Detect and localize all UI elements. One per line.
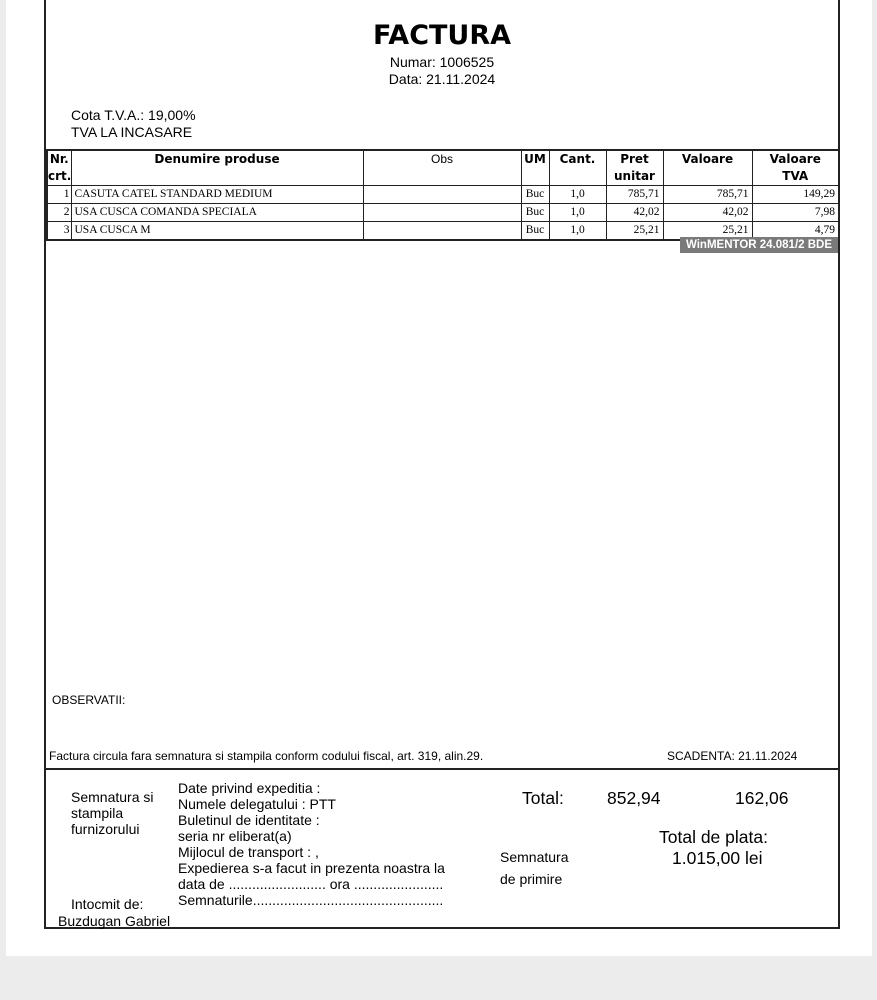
col-header-nr-2: crt. <box>48 169 72 183</box>
col-header-qty-1: Cant. <box>559 152 596 166</box>
receipt-signature-label: Semnatura <box>500 849 569 865</box>
table-row <box>47 204 839 222</box>
col-header-qty <box>549 150 606 186</box>
col-header-price <box>606 150 663 186</box>
shipping-line: Expedierea s-a facut in prezenta noastra la <box>178 860 445 876</box>
col-header-name-1: Denumire produse <box>154 152 280 166</box>
prepared-by-label: Intocmit de: <box>71 896 144 912</box>
prepared-by-name: Buzdugan Gabriel <box>58 913 171 929</box>
software-badge: WinMENTOR 24.081/2 BDE <box>680 237 838 253</box>
fiscal-note: Factura circula fara semnatura si stampila conform codului fiscal, art. 319, alin.29. <box>49 749 484 763</box>
col-header-price-2: unitar <box>614 169 655 183</box>
cell-name: USA CUSCA M <box>71 222 363 241</box>
receipt-signature-label-2: de primire <box>500 871 563 887</box>
cell-obs <box>363 186 521 204</box>
total-value: 852,94 <box>607 788 661 808</box>
cell-value: 25,21 <box>663 222 752 241</box>
invoice-frame <box>44 0 840 929</box>
footer-divider <box>46 768 838 770</box>
col-header-um <box>521 150 549 186</box>
col-header-obs <box>363 150 521 186</box>
supplier-sig-line: stampila <box>71 805 124 821</box>
supplier-signature-label <box>71 789 153 837</box>
cell-name: CASUTA CATEL STANDARD MEDIUM <box>71 186 363 204</box>
shipping-line: Mijlocul de transport : , <box>178 844 319 860</box>
cell-value: 42,02 <box>663 204 752 222</box>
cell-qty: 1,0 <box>549 222 606 241</box>
invoice-page <box>6 0 872 956</box>
col-header-vat <box>752 150 839 186</box>
cell-qty: 1,0 <box>549 186 606 204</box>
cell-vat: 149,29 <box>752 186 839 204</box>
col-header-obs-1: Obs <box>430 152 453 166</box>
shipping-line: Date privind expeditia : <box>178 780 321 796</box>
cell-price: 42,02 <box>606 204 663 222</box>
col-header-vat-2: TVA <box>782 169 809 183</box>
cell-name: USA CUSCA COMANDA SPECIALA <box>71 204 363 222</box>
vat-rate: Cota T.V.A.: 19,00% <box>71 107 196 123</box>
items-table <box>46 149 840 241</box>
cell-nr: 2 <box>47 204 71 222</box>
total-pay-value: 1.015,00 lei <box>672 848 763 868</box>
table-header-row <box>47 150 839 186</box>
total-vat: 162,06 <box>735 788 789 808</box>
cell-qty: 1,0 <box>549 204 606 222</box>
col-header-price-1: Pret <box>620 152 649 166</box>
col-header-name <box>71 150 363 186</box>
supplier-sig-line: Semnatura si <box>71 789 154 805</box>
cell-um: Buc <box>521 204 549 222</box>
cell-price: 25,21 <box>606 222 663 241</box>
cell-um: Buc <box>521 186 549 204</box>
col-header-value <box>663 150 752 186</box>
col-header-nr <box>47 150 71 186</box>
invoice-number: Numar: 1006525 <box>389 54 495 70</box>
total-pay-label: Total de plata: <box>659 827 768 847</box>
invoice-title: FACTURA <box>372 20 512 51</box>
col-header-vat-1: Valoare <box>769 152 821 166</box>
cell-um: Buc <box>521 222 549 241</box>
cell-vat: 7,98 <box>752 204 839 222</box>
shipping-line: Numele delegatului : PTT <box>178 796 336 812</box>
cell-obs <box>363 222 521 241</box>
cell-nr: 3 <box>47 222 71 241</box>
cell-value: 785,71 <box>663 186 752 204</box>
total-label: Total: <box>522 788 564 808</box>
due-date: SCADENTA: 21.11.2024 <box>667 749 798 763</box>
cell-vat: 4,79 <box>752 222 839 241</box>
col-header-nr-1: Nr. <box>49 152 69 166</box>
cell-obs <box>363 204 521 222</box>
supplier-sig-line: furnizorului <box>71 821 140 837</box>
shipping-line: seria nr eliberat(a) <box>178 828 292 844</box>
shipping-details <box>178 780 445 908</box>
vat-mode: TVA LA INCASARE <box>71 124 193 140</box>
col-header-value-1: Valoare <box>681 152 734 166</box>
shipping-line: Semnaturile................................................. <box>178 892 444 908</box>
shipping-line: data de ......................... ora ....................... <box>178 876 444 892</box>
cell-nr: 1 <box>47 186 71 204</box>
invoice-date: Data: 21.11.2024 <box>388 71 496 87</box>
table-row <box>47 186 839 204</box>
col-header-um-1: UM <box>524 152 546 166</box>
shipping-line: Buletinul de identitate : <box>178 812 320 828</box>
observations-label: OBSERVATII: <box>52 693 126 707</box>
cell-price: 785,71 <box>606 186 663 204</box>
